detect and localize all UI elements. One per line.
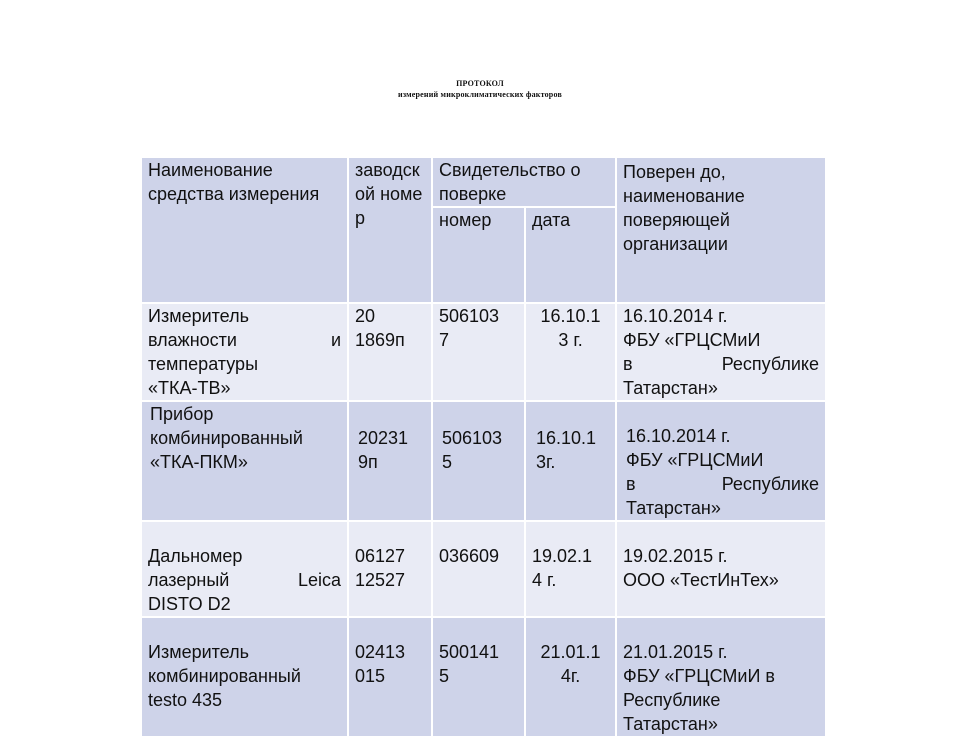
cell-serial: [348, 303, 432, 401]
cell-org-line: ФБУ «ГРЦСМиИ в: [623, 666, 775, 686]
table-row: [141, 617, 826, 737]
cell-date-line: 16.10.1: [540, 306, 601, 326]
header-serial: заводской номер: [355, 160, 423, 228]
cell-org-line: 21.01.2015 г.: [623, 642, 728, 662]
header-verified-cell: [616, 157, 826, 303]
cell-org-line-justified: [623, 352, 819, 376]
cell-org-line: Татарстан»: [626, 498, 721, 518]
cell-name-word: и: [330, 330, 341, 350]
cell-cert-number: [432, 617, 525, 737]
cell-date-line: 3г.: [536, 452, 556, 472]
cell-org-word: Республике: [721, 474, 820, 494]
cell-serial-line: 015: [355, 666, 386, 686]
cell-org-line: Татарстан»: [623, 378, 718, 398]
instruments-table: [140, 156, 827, 738]
cell-number-line: 5: [442, 452, 453, 472]
cell-name-line: «ТКА-ТВ»: [148, 378, 231, 398]
cell-serial-line: 06127: [355, 546, 406, 566]
cell-serial-line: 12527: [355, 570, 406, 590]
cell-org-line: 16.10.2014 г.: [626, 426, 731, 446]
cell-org-line: Татарстан»: [623, 714, 718, 734]
cell-serial-line: 02413: [355, 642, 406, 662]
cell-serial-line: 1869п: [355, 330, 405, 350]
cell-name: [141, 303, 348, 401]
cell-date-line: 16.10.1: [536, 428, 597, 448]
cell-date-line: 4г.: [560, 666, 581, 686]
cell-date-line: 21.01.1: [540, 642, 601, 662]
cell-cert-date: [525, 401, 616, 521]
cell-name-line: температуры: [148, 354, 259, 374]
cell-name-line: «ТКА-ПКМ»: [150, 452, 248, 472]
cell-organization: [616, 617, 826, 737]
cell-number-line: 7: [439, 330, 450, 350]
cell-org-word: Республике: [721, 354, 820, 374]
header-certificate-cell: [432, 157, 616, 207]
cell-serial: [348, 617, 432, 737]
cell-cert-date: [525, 617, 616, 737]
cell-org-line: ФБУ «ГРЦСМиИ: [623, 330, 761, 350]
cell-org-line-justified: [626, 472, 819, 496]
cell-org-word: в: [626, 474, 636, 494]
table-row: [141, 521, 826, 617]
table-header-row: [141, 157, 826, 207]
cell-name-line: Прибор: [150, 404, 214, 424]
cell-name-line-justified: [148, 568, 341, 592]
document-heading: [0, 78, 960, 100]
cell-cert-date: [525, 521, 616, 617]
cell-name-line: комбинированный: [150, 428, 303, 448]
cell-name-line-justified: [148, 328, 341, 352]
cell-number-line: 506103: [439, 306, 500, 326]
cell-org-line: Республике: [623, 690, 721, 710]
cell-cert-number: [432, 521, 525, 617]
cell-org-line: ФБУ «ГРЦСМиИ: [626, 450, 764, 470]
cell-org-word: в: [623, 354, 633, 374]
header-verified-until: Поверен до, наименование поверяющей организации: [623, 162, 745, 254]
cell-serial-line: 20231: [358, 428, 409, 448]
cell-name-line: Дальномер: [148, 546, 243, 566]
document-subtitle: измерений микроклиматических факторов: [398, 90, 562, 99]
header-cert-date-cell: [525, 207, 616, 303]
cell-number-line: 506103: [442, 428, 503, 448]
cell-number-line: 5: [439, 666, 450, 686]
cell-org-line: ООО «ТестИнТех»: [623, 570, 779, 590]
cell-serial-line: 9п: [358, 452, 378, 472]
header-name-cell: [141, 157, 348, 303]
cell-cert-date: [525, 303, 616, 401]
document-title: ПРОТОКОЛ: [456, 79, 504, 88]
cell-name-word: влажности: [148, 330, 237, 350]
cell-organization: [616, 521, 826, 617]
header-cert-number-cell: [432, 207, 525, 303]
cell-name: [141, 401, 348, 521]
header-certificate: Свидетельство о поверке: [439, 160, 581, 204]
cell-name-line: testo 435: [148, 690, 223, 710]
cell-date-line: 19.02.1: [532, 546, 593, 566]
cell-serial-line: 20: [355, 306, 376, 326]
instruments-table-wrap: [140, 156, 825, 734]
table-row: [141, 303, 826, 401]
header-serial-cell: [348, 157, 432, 303]
cell-name-line: Измеритель: [148, 306, 249, 326]
cell-name-word: Leica: [297, 570, 341, 590]
header-cert-number: номер: [439, 210, 492, 230]
cell-date-line: 3 г.: [558, 330, 583, 350]
cell-cert-number: [432, 303, 525, 401]
cell-org-line: 19.02.2015 г.: [623, 546, 728, 566]
cell-cert-number: [432, 401, 525, 521]
cell-number-line: 036609: [439, 546, 500, 566]
cell-serial: [348, 521, 432, 617]
cell-date-line: 4 г.: [532, 570, 557, 590]
cell-name-word: лазерный: [148, 570, 230, 590]
cell-organization: [616, 303, 826, 401]
cell-name: [141, 617, 348, 737]
cell-serial: [348, 401, 432, 521]
cell-name: [141, 521, 348, 617]
table-row: [141, 401, 826, 521]
cell-organization: [616, 401, 826, 521]
cell-name-line: DISTO D2: [148, 594, 231, 614]
cell-org-line: 16.10.2014 г.: [623, 306, 728, 326]
header-name: Наименование средства измерения: [148, 160, 320, 204]
header-cert-date: дата: [532, 210, 571, 230]
cell-number-line: 500141: [439, 642, 500, 662]
cell-name-line: комбинированный: [148, 666, 301, 686]
cell-name-line: Измеритель: [148, 642, 249, 662]
